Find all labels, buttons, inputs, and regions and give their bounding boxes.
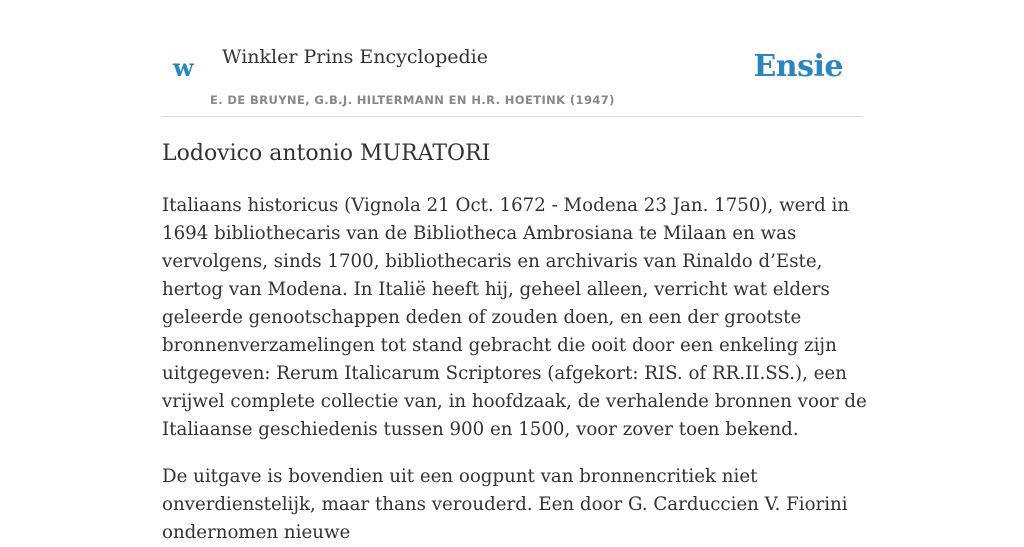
article-title: Lodovico antonio MURATORI	[162, 141, 491, 166]
publication-authors: E. DE BRUYNE, G.B.J. HILTERMANN EN H.R. HOETINK (1947)	[210, 93, 615, 107]
page-container	[162, 0, 867, 543]
article-paragraph: De uitgave is bovendien uit een oogpunt van bronnencritiek niet onverdienstelijk, maar thans verouderd. Een door G. Carduccien V. Fiorini ondernomen nieuwe	[162, 466, 848, 543]
ensie-logo[interactable]: Ensie	[753, 49, 843, 84]
article-paragraph: Italiaans historicus (Vignola 21 Oct. 1672 - Modena 23 Jan. 1750), werd in 1694 bibliothecaris van de Bibliotheca Ambrosiana te Milaan en was vervolgens, sinds 1700, bibliothecaris en archivaris van Rinaldo d’Este, hertog van Modena. In Italië heeft hij, geheel alleen, verricht wat elders geleerde genootschappen deden of zouden doen, en een der grootste bronnenverzamelingen tot stand gebracht die ooit door een enkeling zijn uitgegeven: Rerum Italicarum Scriptores (afgekort: RIS. of RR.II.SS.), een vrijwel complete collectie van, in hoofdzaak, de verhalende bronnen voor de Italiaanse geschiedenis tussen 900 en 1500, voor zover toen bekend.	[162, 195, 867, 440]
publication-logo-icon[interactable]: w	[173, 53, 194, 82]
header	[162, 0, 862, 117]
publication-title[interactable]: Winkler Prins Encyclopedie	[222, 46, 488, 68]
